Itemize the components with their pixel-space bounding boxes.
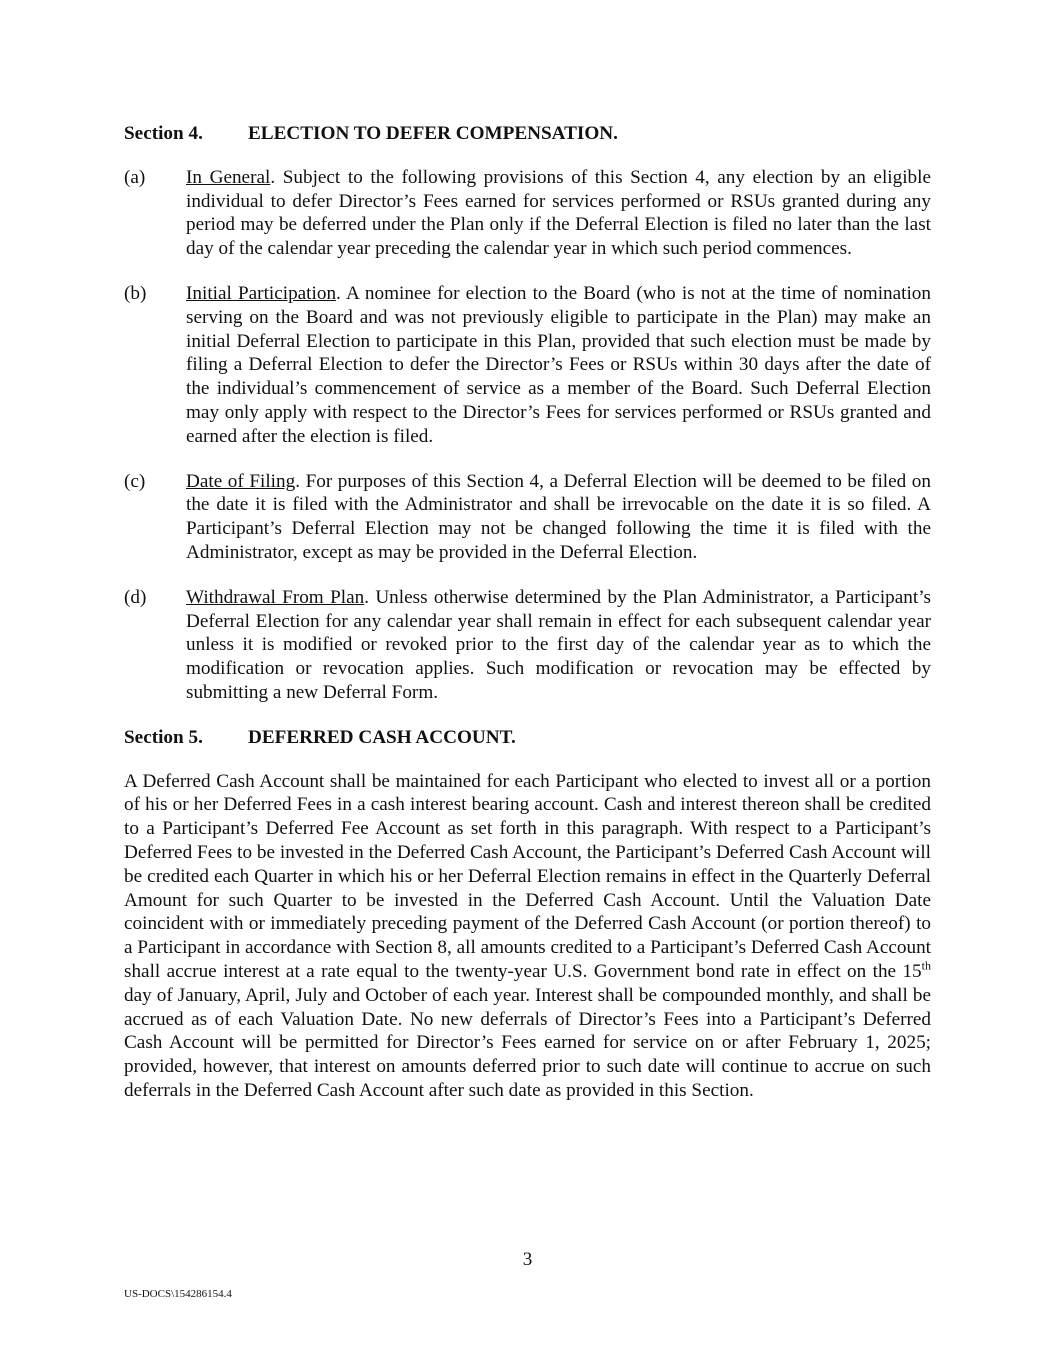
clause-4b	[124, 282, 931, 449]
document-id: US-DOCS\154286154.4	[124, 1288, 232, 1300]
clause-letter: (d)	[124, 586, 147, 608]
clause-letter: (a)	[124, 166, 146, 188]
clause-body	[186, 166, 931, 261]
section-5-title: DEFERRED CASH ACCOUNT.	[248, 726, 516, 748]
clause-title: Date of Filing	[186, 470, 296, 492]
clause-title: In General	[186, 166, 271, 188]
section-4-title: ELECTION TO DEFER COMPENSATION.	[248, 123, 618, 144]
clause-text: . Subject to the following provisions of this Section 4, any election by an eligible individual to defer Director’s Fees earned for services performed or RSUs granted during any period may be deferred under the Plan only if the Deferral Election is filed no later than the last day of the calendar year preceding the calendar year in which such period commences.	[186, 166, 931, 260]
section-5-number: Section 5.	[124, 726, 203, 748]
page-number: 3	[522, 1249, 533, 1270]
clause-text: . Unless otherwise determined by the Plan Administrator, a Participant’s Deferral Election for any calendar year shall remain in effect for each subsequent calendar year unless it is modified or revoked prior to the first day of the calendar year as to which the modification or revocation applies. Such modification or revocation may be effected by submitting a new Deferral Form.	[186, 586, 931, 703]
clause-body	[186, 586, 931, 705]
clause-body	[186, 470, 931, 565]
clause-letter: (b)	[124, 282, 147, 304]
ordinal-superscript: th	[921, 958, 931, 973]
clause-title: Withdrawal From Plan	[186, 586, 365, 608]
paragraph-text-part2: day of January, April, July and October of each year. Interest shall be compounded monthly, and shall be accrued as of each Valuation Date. No new deferrals of Director’s Fees into a Participant’s Deferred Cash Account will be permitted for Director’s Fees earned for service on or after February 1, 2025; provided, however, that interest on amounts deferred prior to such date will continue to accrue on such deferrals in the Deferred Cash Account after such date as provided in this Section.	[124, 984, 931, 1101]
clause-text: . For purposes of this Section 4, a Deferral Election will be deemed to be filed on the date it is filed with the Administrator and shall be irrevocable on the date it is so filed. A Participant’s Deferral Election may not be changed following the time it is filed with the Administrator, except as may be provided in the Deferral Election.	[186, 470, 931, 563]
paragraph-text-part1: A Deferred Cash Account shall be maintained for each Participant who elected to invest all or a portion of his or her Deferred Fees in a cash interest bearing account. Cash and interest thereon shall be credited to a Participant’s Deferred Fee Account as set forth in this paragraph. With respect to a Participant’s Deferred Fees to be invested in the Deferred Cash Account, the Participant’s Deferred Cash Account will be credited each Quarter in which his or her Deferral Election remains in effect in the Quarterly Deferral Amount for such Quarter to be invested in the Deferred Cash Account. Until the Valuation Date coincident with or immediately preceding payment of the Deferred Cash Account (or portion thereof) to a Participant in accordance with Section 8, all amounts credited to a Participant’s Deferred Cash Account shall accrue interest at a rate equal to the twenty-year U.S. Government bond rate in effect on the 15	[124, 770, 931, 982]
clause-text: . A nominee for election to the Board (who is not at the time of nomination serving on the Board and was not previously eligible to participate in the Plan) may make an initial Deferral Election to participate in this Plan, provided that such election must be made by filing a Deferral Election to defer the Director’s Fees or RSUs within 30 days after the date of the individual’s commencement of service as a member of the Board. Such Deferral Election may only apply with respect to the Director’s Fees for services performed or RSUs granted and earned after the election is filed.	[186, 282, 931, 447]
clause-letter: (c)	[124, 470, 146, 492]
page-content	[124, 122, 931, 1103]
clause-title: Initial Participation	[186, 282, 337, 304]
clause-4c	[124, 470, 931, 565]
section-5-paragraph	[124, 770, 931, 1103]
clause-4a	[124, 166, 931, 261]
clause-body	[186, 282, 931, 449]
section-5-heading	[124, 726, 931, 750]
clause-4d	[124, 586, 931, 705]
section-4-heading	[124, 122, 931, 146]
section-4-number: Section 4.	[124, 123, 203, 144]
